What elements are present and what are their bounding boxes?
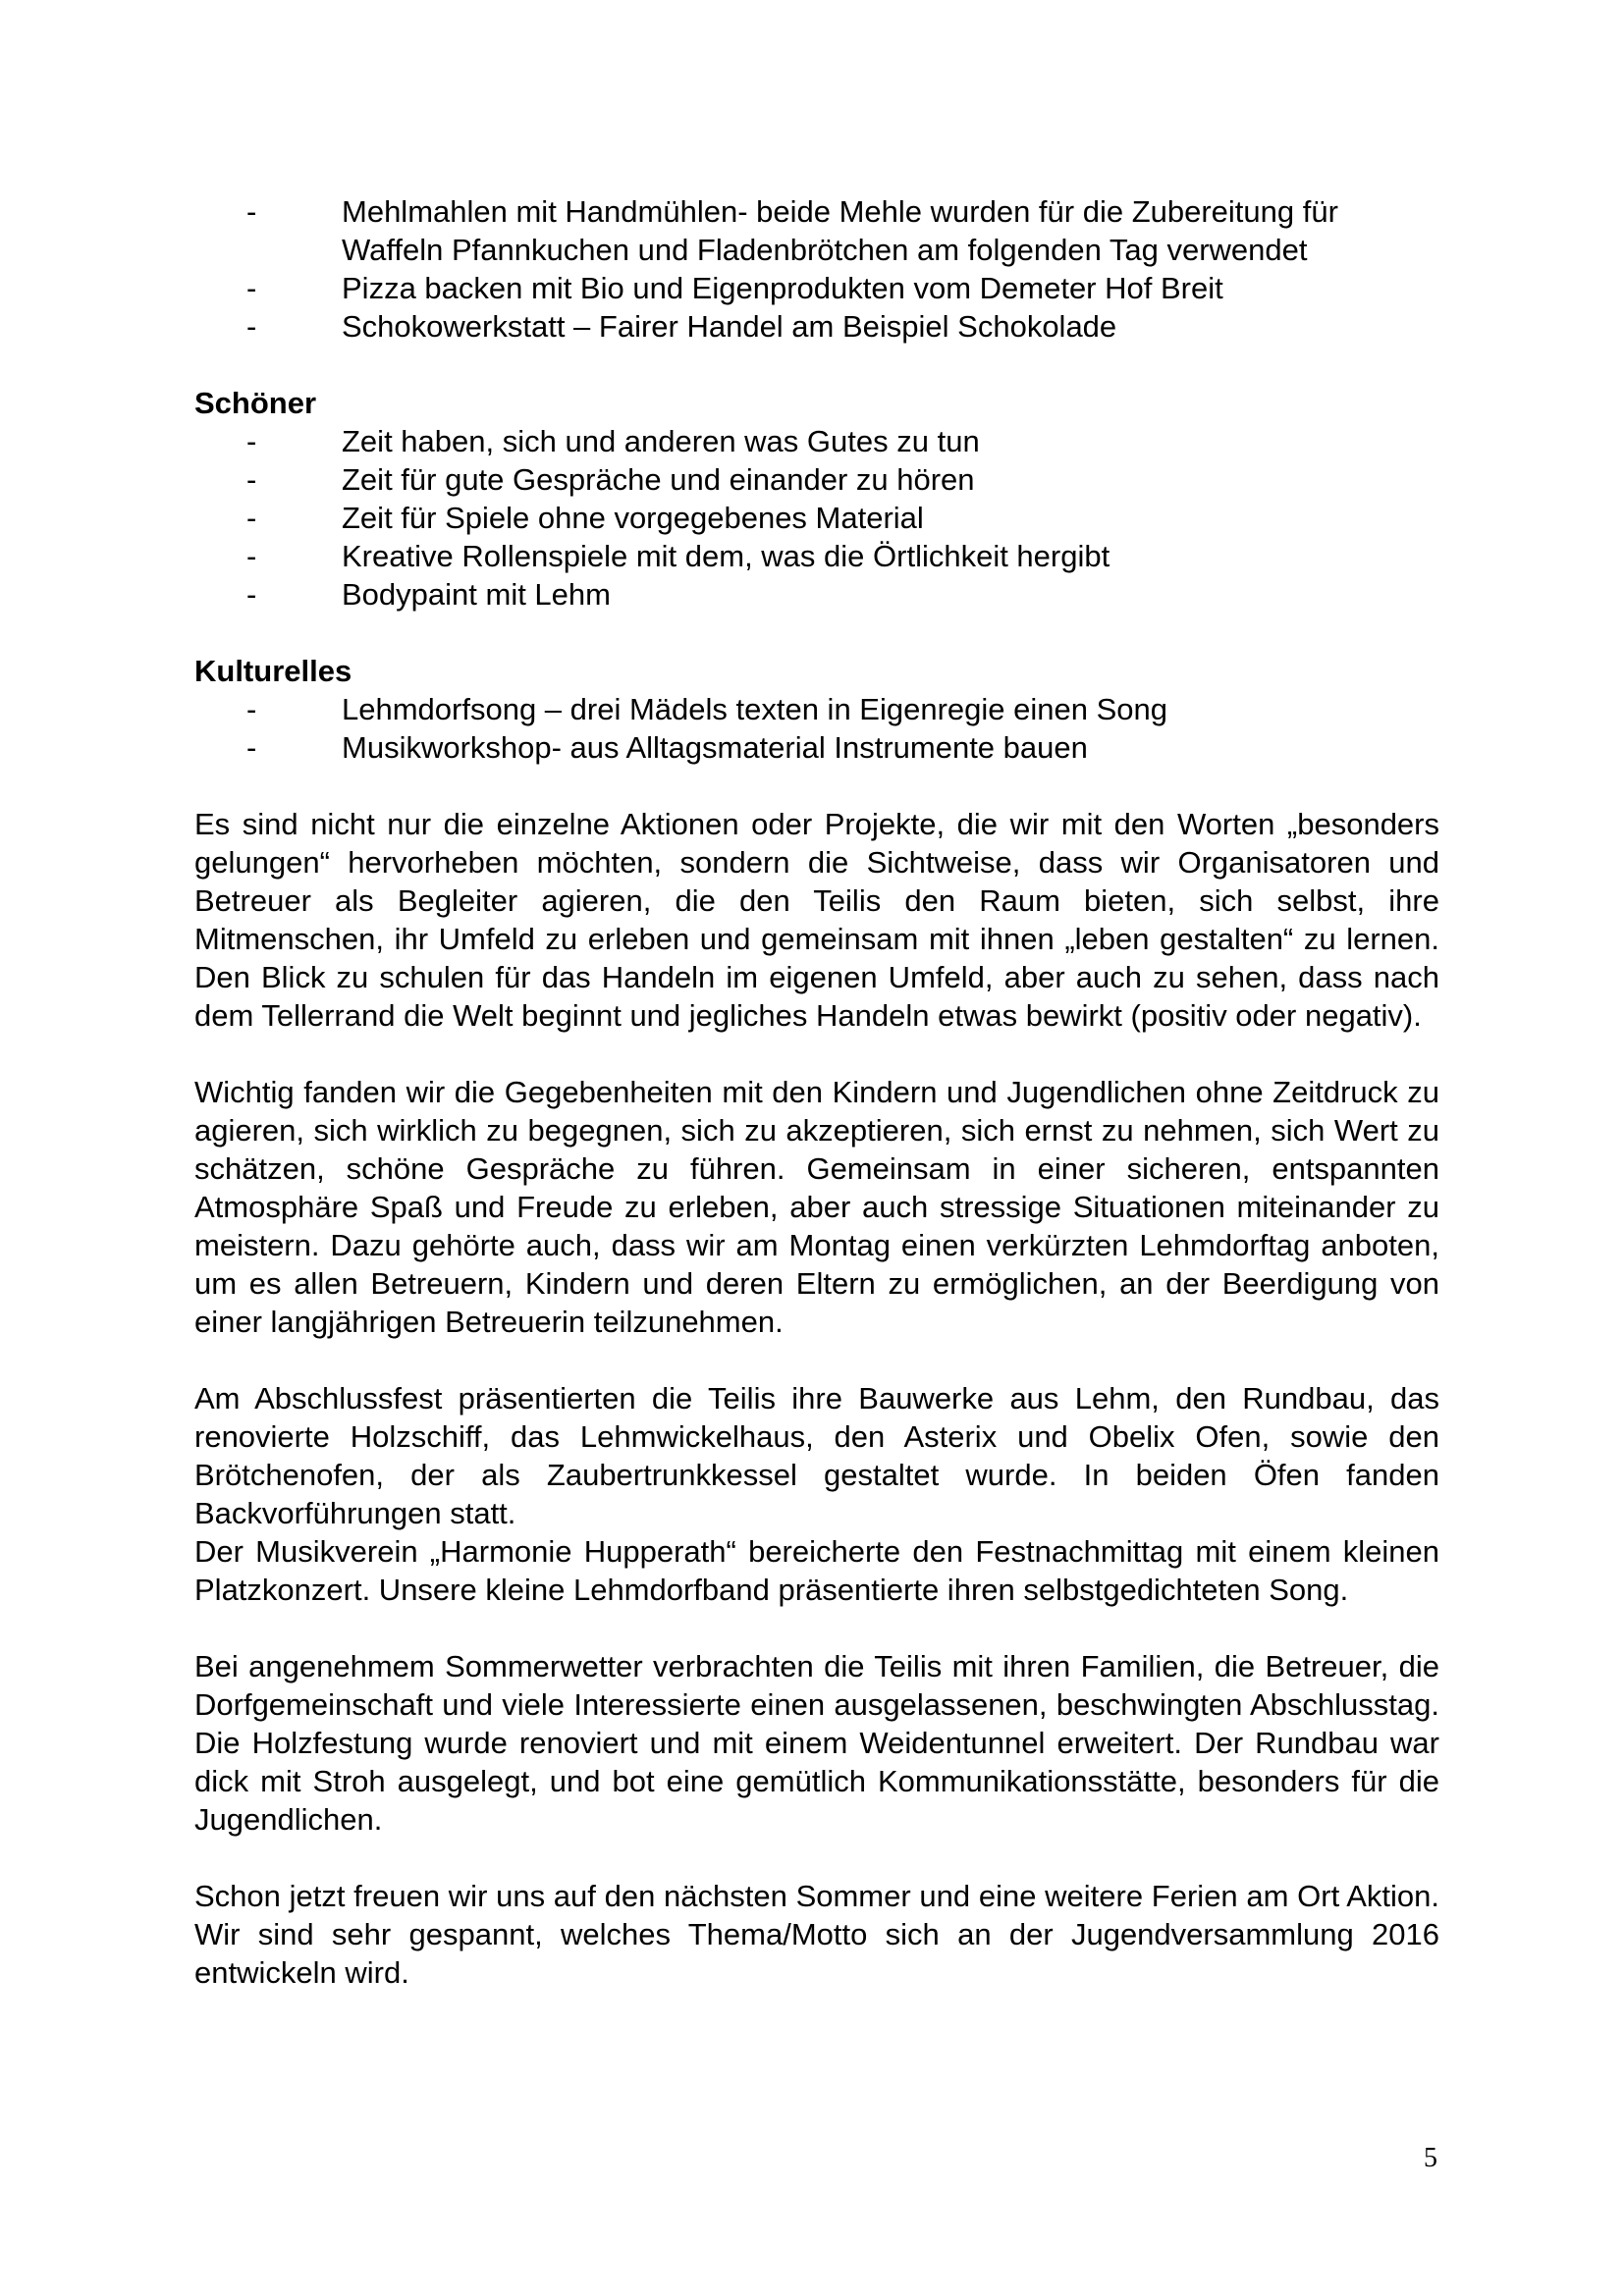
list-item-text: Lehmdorfsong – drei Mädels texten in Eigenregie einen Song — [342, 692, 1167, 726]
list-item — [194, 728, 1439, 767]
list-item — [194, 499, 1439, 537]
list-item — [194, 422, 1439, 460]
list-dash: - — [246, 577, 257, 612]
list-dash: - — [246, 194, 257, 229]
list-item — [194, 460, 1439, 499]
list-item-text: Mehlmahlen mit Handmühlen- beide Mehle wurden für die Zubereitung für Waffeln Pfannkuchen und Fladenbrötchen am folgenden Tag verwendet — [342, 194, 1338, 267]
list-item-text: Zeit für gute Gespräche und einander zu hören — [342, 462, 975, 497]
section-heading-schoener: Schöner — [194, 386, 317, 420]
list-dash: - — [246, 424, 257, 458]
list-item — [194, 269, 1439, 307]
list-item-text: Schokowerkstatt – Fairer Handel am Beispiel Schokolade — [342, 309, 1117, 344]
list-dash: - — [246, 539, 257, 573]
body-paragraph: Am Abschlussfest präsentierten die Teilis ihre Bauwerke aus Lehm, den Rundbau, das renovierte Holzschiff, das Lehmwickelhaus, den Asterix und Obelix Ofen, sowie den Brötchenofen, der als Zaubertrunkkessel gestaltet wurde. In beiden Öfen fanden Backvorführungen statt. — [194, 1381, 1439, 1530]
list-item-text: Musikworkshop- aus Alltagsmaterial Instrumente bauen — [342, 730, 1088, 765]
list-item-text: Bodypaint mit Lehm — [342, 577, 611, 612]
list-item — [194, 537, 1439, 575]
body-paragraph: Es sind nicht nur die einzelne Aktionen oder Projekte, die wir mit den Worten „besonders gelungen“ hervorheben möchten, sondern die Sichtweise, dass wir Organisatoren und Betreuer als Begleiter agieren, die den Teilis den Raum bieten, sich selbst, ihre Mitmenschen, ihr Umfeld zu erleben und gemeinsam mit ihnen „leben gestalten“ zu lernen. Den Blick zu schulen für das Handeln im eigenen Umfeld, aber auch zu sehen, dass nach dem Tellerrand die Welt beginnt und jegliches Handeln etwas bewirkt (positiv oder negativ). — [194, 807, 1439, 1033]
activity-list-top — [194, 192, 1439, 346]
activity-list-schoener — [194, 422, 1439, 614]
body-paragraph: Schon jetzt freuen wir uns auf den nächsten Sommer und eine weitere Ferien am Ort Aktion. Wir sind sehr gespannt, welches Thema/Motto sich an der Jugendversammlung 2016 entwickeln wird. — [194, 1879, 1439, 1990]
activity-list-kulturelles — [194, 690, 1439, 767]
body-paragraph: Der Musikverein „Harmonie Hupperath“ bereicherte den Festnachmittag mit einem kleinen Platzkonzert. Unsere kleine Lehmdorfband präsentierte ihren selbstgedichteten Song. — [194, 1534, 1439, 1607]
list-item-text: Zeit für Spiele ohne vorgegebenes Material — [342, 501, 924, 535]
document-page — [194, 192, 1439, 1992]
section-heading-kulturelles: Kulturelles — [194, 654, 352, 688]
body-paragraph: Bei angenehmem Sommerwetter verbrachten die Teilis mit ihren Familien, die Betreuer, die Dorfgemeinschaft und viele Interessierte einen ausgelassenen, beschwingten Abschlusstag. Die Holzfestung wurde renoviert und mit einem Weidentunnel erweitert. Der Rundbau war dick mit Stroh ausgelegt, und bot eine gemütlich Kommunikationsstätte, besonders für die Jugendlichen. — [194, 1649, 1439, 1837]
list-dash: - — [246, 730, 257, 765]
list-item-text: Kreative Rollenspiele mit dem, was die Örtlichkeit hergibt — [342, 539, 1110, 573]
list-item — [194, 192, 1439, 269]
list-dash: - — [246, 309, 257, 344]
page-number: 5 — [1424, 2143, 1437, 2173]
list-dash: - — [246, 462, 257, 497]
list-dash: - — [246, 692, 257, 726]
list-dash: - — [246, 501, 257, 535]
list-item-text: Zeit haben, sich und anderen was Gutes zu tun — [342, 424, 980, 458]
body-paragraph: Wichtig fanden wir die Gegebenheiten mit den Kindern und Jugendlichen ohne Zeitdruck zu agieren, sich wirklich zu begegnen, sich zu akzeptieren, sich ernst zu nehmen, sich Wert zu schätzen, schöne Gespräche zu führen. Gemeinsam in einer sicheren, entspannten Atmosphäre Spaß und Freude zu erleben, aber auch stressige Situationen miteinander zu meistern. Dazu gehörte auch, dass wir am Montag einen verkürzten Lehmdorftag anboten, um es allen Betreuern, Kindern und deren Eltern zu ermöglichen, an der Beerdigung von einer langjährigen Betreuerin teilzunehmen. — [194, 1075, 1439, 1339]
list-dash: - — [246, 271, 257, 305]
list-item — [194, 307, 1439, 346]
list-item — [194, 575, 1439, 614]
list-item — [194, 690, 1439, 728]
list-item-text: Pizza backen mit Bio und Eigenprodukten vom Demeter Hof Breit — [342, 271, 1223, 305]
